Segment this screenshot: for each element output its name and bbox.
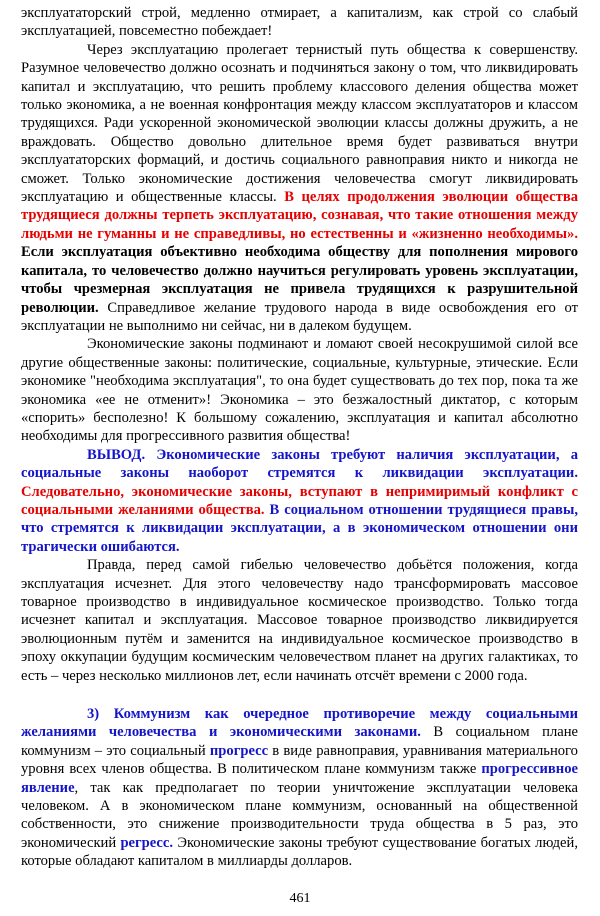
text: Правда, перед самой гибелью человечество добьётся положения, когда эксплуатация исчезнет. Для этого человечеству надо трансформировать массовое товарное производство в индивидуальное космическое производство. Только тогда исчезнет капитал и эксплуатация. Массовое товарное производство ликвидируется эволюционным путём и заменится на индивидуальное космическое производство в эпоху оккупации будущим космическим человечеством планет на других галактиках, то есть – через несколько миллионов лет, если начинать отсчёт времени с 2000 года. (21, 557, 578, 684)
section-heading: 3) Коммунизм как очередное противоречие между социальными желаниями человечества и экономическими законами. (21, 706, 578, 741)
paragraph-2 (21, 41, 578, 336)
highlight-red: В целях продолжения эволюции общества трудящиеся должны терпеть эксплуатацию, сознавая, что такие отношения между людьми не гуманны и не справедливы, но естественны и «жизненно необходимы». (21, 189, 578, 242)
paragraph-1 (21, 4, 578, 41)
text: , так как предполагает по теории уничтожение эксплуатации человека человеком. А в экономическом плане коммунизм, основанный на общественной собственности, это снижение производительности труда общества в 5 раз, это экономический (21, 779, 578, 851)
text: В социальном плане коммунизм – это социальный (21, 724, 579, 759)
highlight-blue: прогресс (209, 742, 269, 759)
text: Через эксплуатацию пролегает тернистый путь общества к совершенству. Разумное человечество должно осознать и подчиняться закону о том, что ликвидировать капитал и эксплуатацию, что решить проблему классового деления общества может только экономика, а не военная конфронтация между классом эксплуататоров и классом трудящихся. Ради ускоренной экономической эволюции классы должны дружить, а не враждовать. Общество довольно длительное время будет развиваться внутри эксплуататорских формаций, и достичь социального равноправия никто и никогда не сможет. Только экономические достижения человечества смогут ликвидировать эксплуатацию и общественные классы. (21, 41, 578, 206)
text: Экономические законы требуют существование богатых людей, которые обладают капиталом в миллиарды долларов. (21, 834, 578, 870)
text: Экономические законы подминают и ломают своей несокрушимой силой все другие общественные законы: политические, социальные, культурные, этические. Если экономике "необходима эксплуатация", то она будет существовать до тех пор, пока та же экономика «ее не отменит»! Экономика – это безжалостный диктатор, с которым «спорить» бесполезно! К большому сожалению, эксплуатация и капитал абсолютно необходимы для прогрессивного развития общества! (21, 336, 578, 445)
page-number: 461 (289, 891, 311, 906)
paragraph-3 (21, 335, 578, 445)
paragraph-5 (21, 556, 578, 685)
highlight-blue: регресс. (120, 834, 174, 851)
paragraph-section-3 (21, 705, 578, 871)
paragraph-conclusion (21, 446, 578, 556)
highlight-bold: Если эксплуатация объективно необходима обществу для пополнения мирового капитала, то человечество должно научиться регулировать уровень эксплуатации, чтобы чрезмерная эксплуатация не привела трудящихся к разрушительной революции. (21, 244, 578, 316)
text: Справедливое желание трудового народа в виде освобождения его от эксплуатации не выполнимо ни сейчас, ни в далеком будущем. (21, 299, 578, 334)
highlight-blue: ВЫВОД. Экономические законы требуют наличия эксплуатации, а социальные законы наоборот стремятся к ликвидации эксплуатации. (21, 446, 578, 482)
highlight-red: Следовательно, экономические законы, вступают в непримиримый конфликт с социальными желаниями общества. (21, 483, 578, 518)
text: эксплуататорский строй, медленно отмирает, а капитализм, как строй со слабый эксплуатацией, повсеместно побеждает! (21, 5, 578, 40)
spacer (21, 685, 578, 705)
highlight-blue: В социальном отношении трудящиеся правы, что стремятся к ликвидации эксплуатации, а в экономическом отношении они трагически ошибаются. (21, 501, 578, 555)
highlight-blue: прогрессивное явление (21, 761, 578, 796)
text: в виде равноправия, уравнивания материального уровня всех членов общества. В политическом плане коммунизм также (21, 742, 578, 778)
page-body (21, 4, 578, 871)
